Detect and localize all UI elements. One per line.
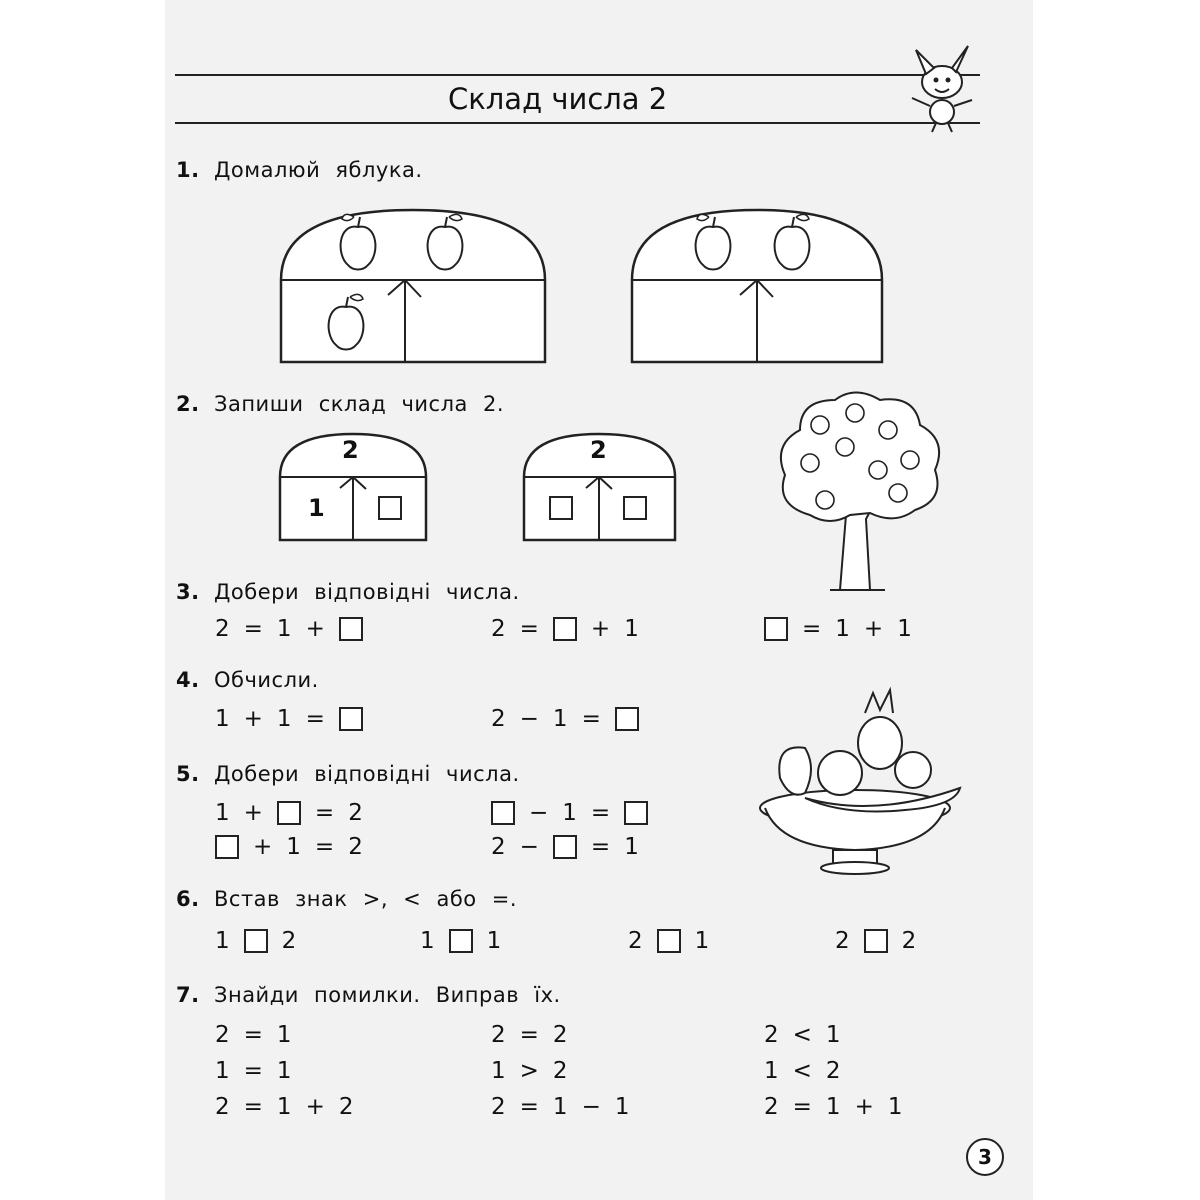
house-1-top-number: 2 [342, 436, 359, 464]
task-6-compare-3: 2 1 [628, 928, 710, 954]
answer-box[interactable] [491, 801, 515, 825]
page-number: 3 [966, 1138, 1004, 1176]
task-7-col1-row3: 2 = 1 + 2 [215, 1094, 354, 1120]
task-6-compare-1: 1 2 [215, 928, 297, 954]
answer-box[interactable] [864, 929, 888, 953]
task-7-col2-row3: 2 = 1 − 1 [491, 1094, 630, 1120]
task-7-col1-row2: 1 = 1 [215, 1058, 292, 1084]
answer-box[interactable] [215, 835, 239, 859]
mascot-icon [902, 40, 982, 135]
answer-box[interactable] [449, 929, 473, 953]
task-7-col3-row2: 1 < 2 [764, 1058, 841, 1084]
task-4-equation-2: 2 − 1 = [491, 706, 653, 732]
header-rule-top [175, 74, 980, 76]
task-4-heading: 4. Обчисли. [176, 668, 319, 692]
task-3-equation-1: 2 = 1 + [215, 616, 377, 642]
answer-box[interactable] [244, 929, 268, 953]
answer-box[interactable] [339, 707, 363, 731]
fruit-bowl-icon [755, 688, 970, 878]
answer-box[interactable] [553, 617, 577, 641]
house-2-top-number: 2 [590, 436, 607, 464]
task-4-equation-1: 1 + 1 = [215, 706, 377, 732]
answer-box[interactable] [339, 617, 363, 641]
task-5-equation-3: + 1 = 2 [215, 834, 377, 860]
task-7-col2-row1: 2 = 2 [491, 1022, 568, 1048]
answer-box[interactable] [615, 707, 639, 731]
task-3-heading: 3. Добери відповідні числа. [176, 580, 520, 604]
task-3-equation-3: = 1 + 1 [764, 616, 926, 642]
task-6-compare-4: 2 2 [835, 928, 917, 954]
task-6-heading: 6. Встав знак >, < або =. [176, 887, 518, 911]
answer-box[interactable] [764, 617, 788, 641]
answer-box[interactable] [657, 929, 681, 953]
task-5-equation-2: − 1 = [491, 800, 662, 826]
task-5-equation-1: 1 + = 2 [215, 800, 363, 826]
header-rule-bottom [175, 122, 980, 124]
task-7-heading: 7. Знайди помилки. Виправ їх. [176, 983, 561, 1007]
task-7-col1-row1: 2 = 1 [215, 1022, 292, 1048]
house-with-apples-1 [278, 205, 548, 365]
task-7-col2-row2: 1 > 2 [491, 1058, 568, 1084]
house-with-apples-2 [629, 205, 885, 365]
apple-tree-icon [770, 385, 950, 595]
answer-box[interactable] [624, 801, 648, 825]
task-3-equation-2: 2 = + 1 [491, 616, 639, 642]
page-title: Склад числа 2 [448, 82, 668, 116]
task-5-heading: 5. Добери відповідні числа. [176, 762, 520, 786]
task-6-compare-2: 1 1 [420, 928, 502, 954]
answer-box[interactable] [553, 835, 577, 859]
task-2-heading: 2. Запиши склад числа 2. [176, 392, 505, 416]
task-1-heading: 1. Домалюй яблука. [176, 158, 423, 182]
answer-box[interactable] [277, 801, 301, 825]
house-1-left-number: 1 [308, 494, 325, 522]
task-7-col3-row1: 2 < 1 [764, 1022, 841, 1048]
task-7-col3-row3: 2 = 1 + 1 [764, 1094, 903, 1120]
task-5-equation-4: 2 − = 1 [491, 834, 639, 860]
